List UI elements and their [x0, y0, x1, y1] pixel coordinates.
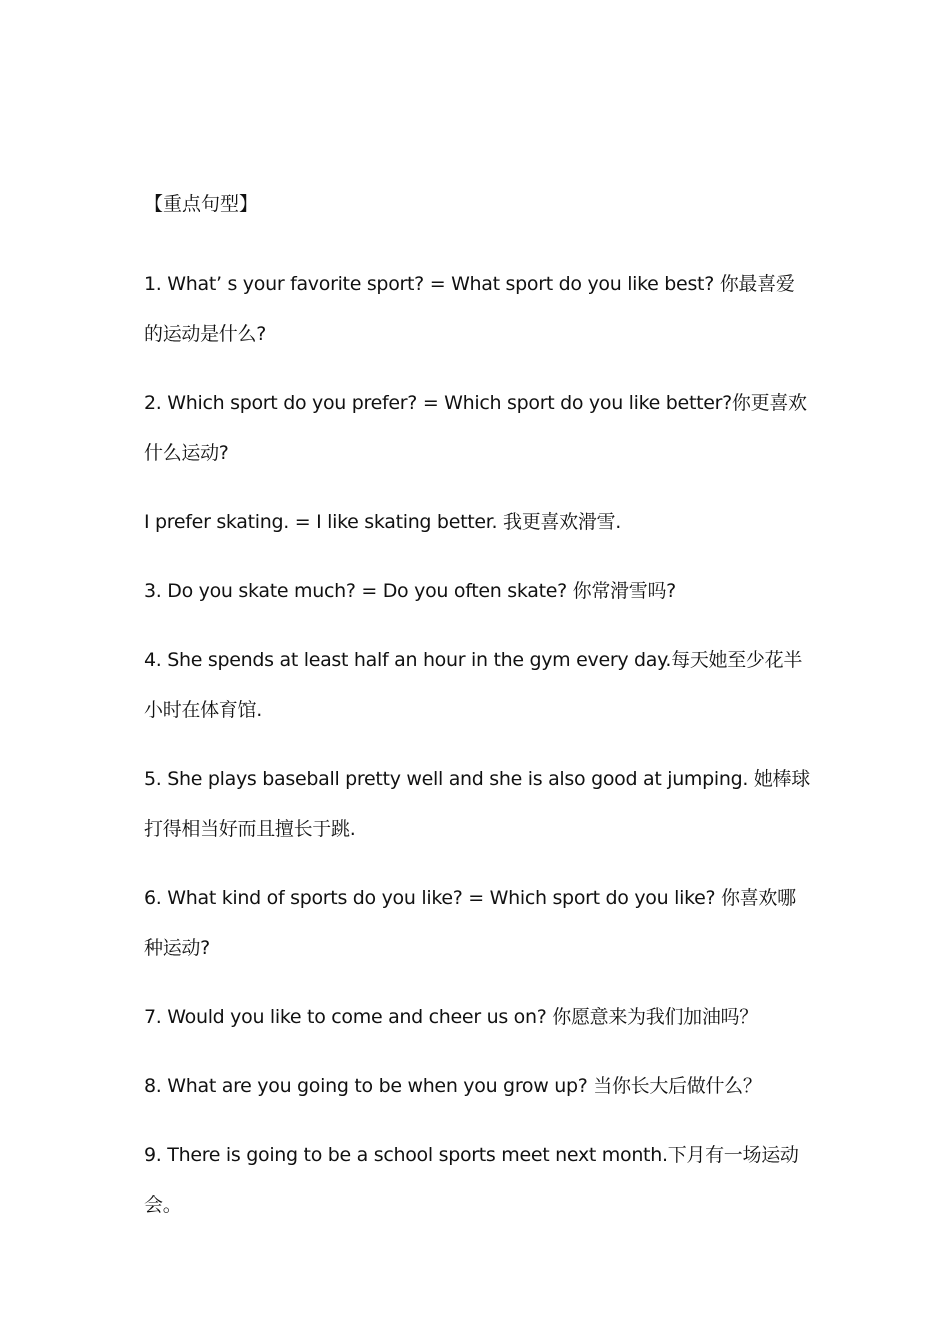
- sentence-6: 6. What kind of sports do you like? = Which sport do you like? 你喜欢哪种运动?: [144, 887, 796, 959]
- section-heading: 【重点句型】: [144, 193, 259, 215]
- sentence-2: 2. Which sport do you prefer? = Which sport do you like better?你更喜欢什么运动?: [144, 392, 807, 464]
- sentence-9: 9. There is going to be a school sports meet next month.下月有一场运动会。: [144, 1144, 799, 1216]
- sentence-4: 4. She spends at least half an hour in the gym every day.每天她至少花半小时在体育馆.: [144, 649, 803, 721]
- sentence-1: 1. What’ s your favorite sport? = What sport do you like best? 你最喜爱的运动是什么?: [144, 273, 795, 345]
- sentence-3: 3. Do you skate much? = Do you often skate? 你常滑雪吗?: [144, 580, 676, 602]
- sentence-5: 5. She plays baseball pretty well and she is also good at jumping. 她棒球打得相当好而且擅长于跳.: [144, 768, 810, 840]
- document-page: [144, 190, 812, 1249]
- sentence-8: 8. What are you going to be when you grow up? 当你长大后做什么？: [144, 1075, 762, 1097]
- sentence-7: 7. Would you like to come and cheer us on? 你愿意来为我们加油吗？: [144, 1006, 758, 1028]
- sentence-2-answer: I prefer skating. = I like skating better. 我更喜欢滑雪.: [144, 511, 621, 533]
